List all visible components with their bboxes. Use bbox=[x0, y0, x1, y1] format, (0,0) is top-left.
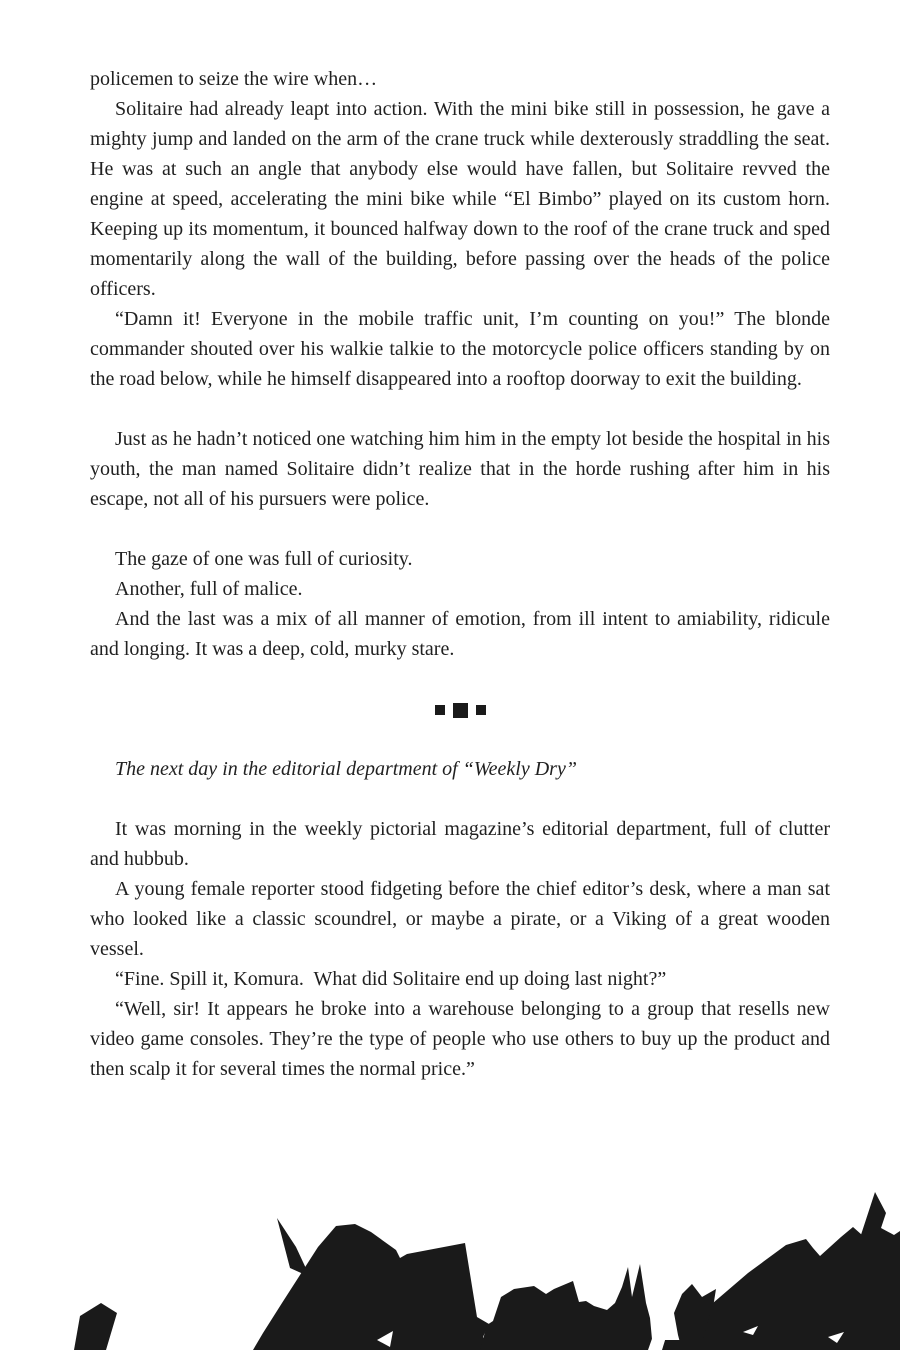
paragraph: The gaze of one was full of curiosity. bbox=[115, 548, 413, 570]
ink-shard bbox=[700, 1192, 900, 1350]
paragraph: Solitaire had already leapt into action. With the mini bike still in possession, he gave a mighty jump and landed on the arm of the crane truck while dexterously straddling the seat. He was at such an angle that anybody else would have fallen, but Solitaire revved the engine at speed, accelerating the mini bike while “El Bimbo” played on its custom horn. Keeping up its momentum, it bounced halfway down to the roof of the crane truck and sped momentarily along the wall of the building, before passing over the heads of the police officers. bbox=[90, 98, 830, 300]
paragraph: It was morning in the weekly pictorial magazine’s editorial department, full of clutter and hubbub. bbox=[90, 818, 830, 870]
scene-break bbox=[90, 694, 830, 724]
ink-splash-icon bbox=[0, 1185, 900, 1350]
ink-shard bbox=[74, 1303, 117, 1350]
square-icon bbox=[453, 703, 468, 718]
paragraph: And the last was a mix of all manner of emotion, from ill intent to amiability, ridicule and longing. It was a deep, cold, murky stare. bbox=[90, 608, 830, 660]
paragraph: Just as he hadn’t noticed one watching him him in the empty lot beside the hospital in his youth, the man named Solitaire didn’t realize that in the horde rushing after him in his escape, not all of his pursuers were police. bbox=[90, 428, 830, 510]
illustration-fragment bbox=[0, 1185, 900, 1350]
paragraph-dialogue: “Fine. Spill it, Komura. What did Solitaire end up doing last night?” bbox=[115, 968, 667, 990]
text-block bbox=[90, 64, 830, 1084]
paragraph: A young female reporter stood fidgeting before the chief editor’s desk, where a man sat who looked like a classic scoundrel, or maybe a pirate, or a Viking of a great wooden vessel. bbox=[90, 878, 830, 960]
square-icon bbox=[476, 705, 486, 715]
square-icon bbox=[435, 705, 445, 715]
ink-shard bbox=[480, 1264, 653, 1350]
paragraph-continuation: policemen to seize the wire when… bbox=[90, 68, 378, 90]
paragraph-dialogue: “Damn it! Everyone in the mobile traffic unit, I’m counting on you!” The blonde commander shouted over his walkie talkie to the motorcycle police officers standing by on the road below, while he himself disappeared into a rooftop doorway to exit the building. bbox=[90, 308, 830, 390]
paragraph-dialogue: “Well, sir! It appears he broke into a warehouse belonging to a group that resells new video game consoles. They’re the type of people who use others to buy up the product and then scalp it for several times the normal price.” bbox=[90, 998, 830, 1080]
scene-caption: The next day in the editorial department of “Weekly Dry” bbox=[115, 758, 577, 780]
paragraph: Another, full of malice. bbox=[115, 578, 303, 600]
